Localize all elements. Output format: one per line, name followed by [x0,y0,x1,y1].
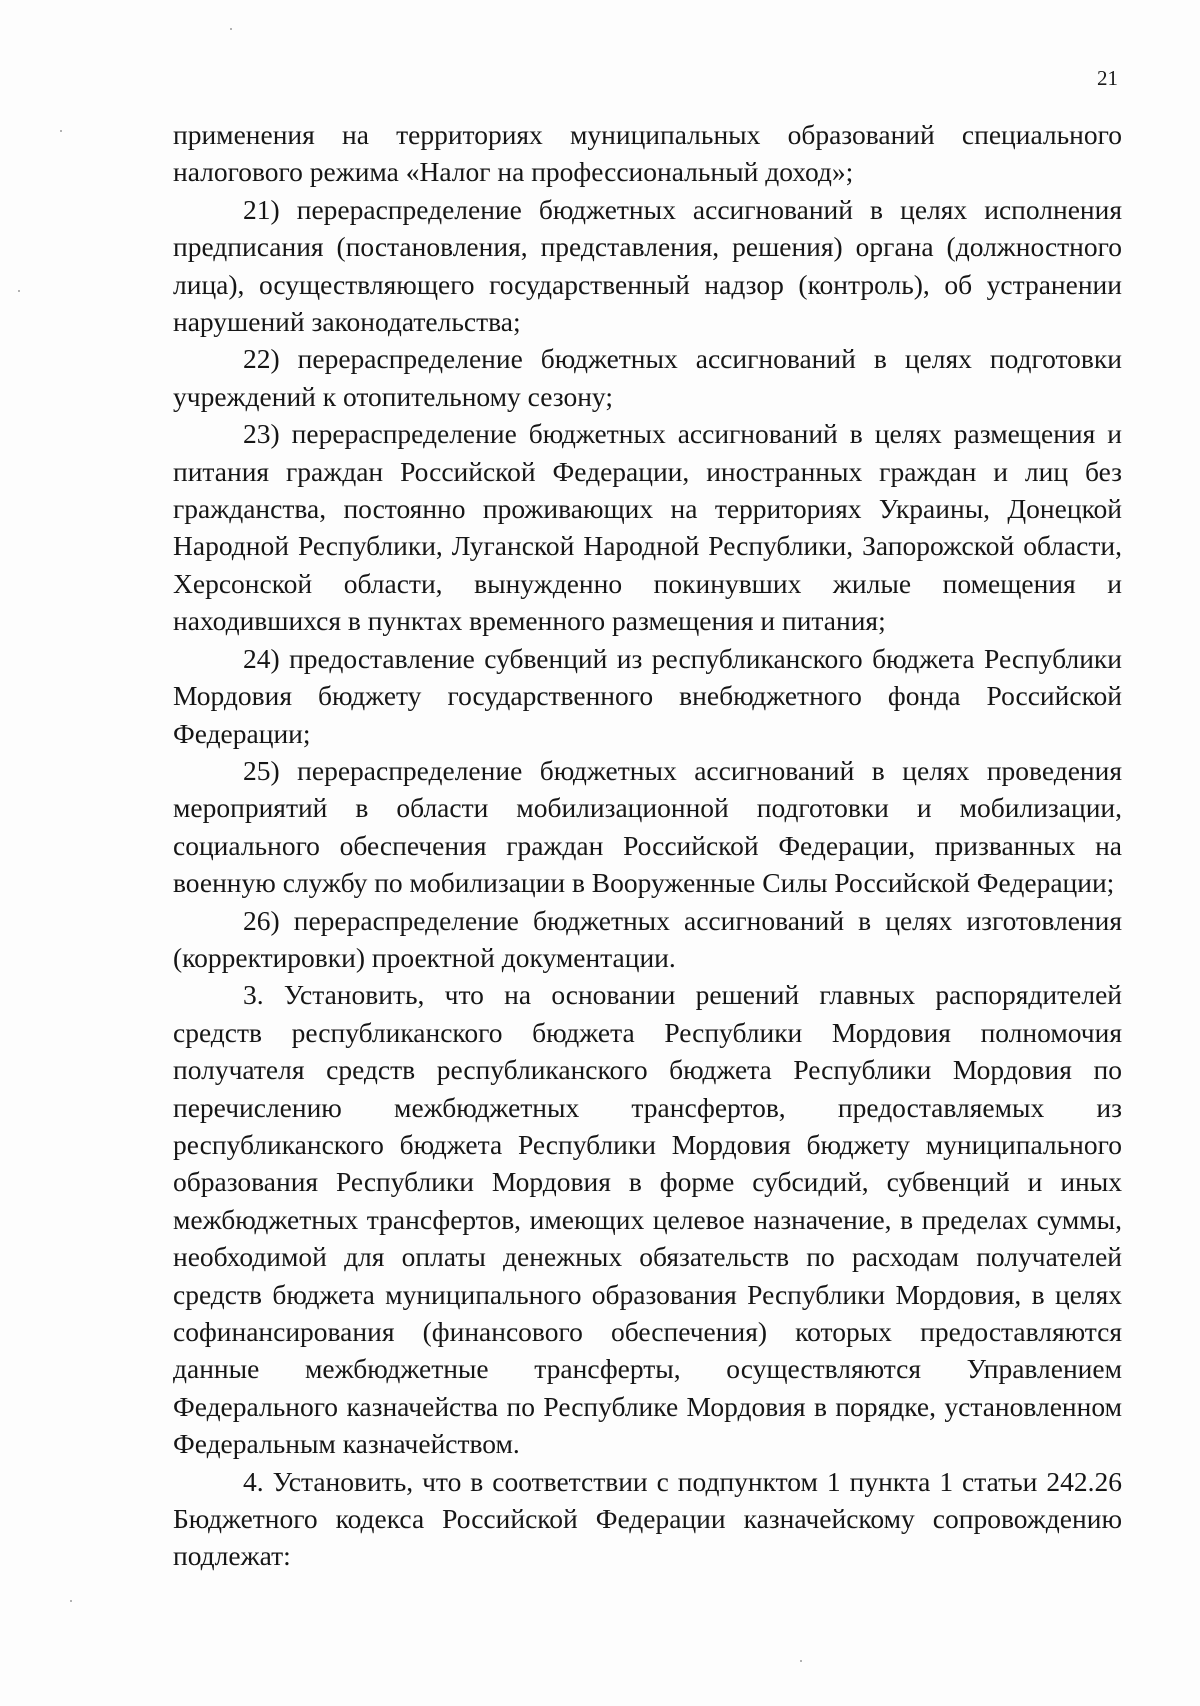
scan-speck [18,290,20,292]
list-item-23: 23) перераспределение бюджетных ассигнований в целях размещения и питания граждан Российской Федерации, иностранных граждан и лиц без гражданства, постоянно проживающих на территориях Украины, Донецкой Народной Республики, Луганской Народной Республики, Запорожской области, Херсонской области, вынужденно покинувших жилые помещения и находившихся в пунктах временного размещения и питания; [173,418,1122,637]
scan-speck [230,28,232,30]
document-body [173,116,1122,1575]
list-item-26: 26) перераспределение бюджетных ассигнований в целях изготовления (корректировки) проектной документации. [173,904,1122,973]
scan-speck [60,130,62,132]
page-number: 21 [1097,66,1118,90]
list-item-24: 24) предоставление субвенций из республиканского бюджета Республики Мордовия бюджету государственного внебюджетного фонда Российской Федерации; [173,642,1122,749]
scan-speck [800,1660,802,1662]
list-item-25: 25) перераспределение бюджетных ассигнований в целях проведения мероприятий в области мобилизационной подготовки и мобилизации, социального обеспечения граждан Российской Федерации, призванных на военную службу по мобилизации в Вооруженные Силы Российской Федерации; [173,754,1122,899]
list-item-21: 21) перераспределение бюджетных ассигнований в целях исполнения предписания (постановления, представления, решения) органа (должностного лица), осуществляющего государственный надзор (контроль), об устранении нарушений законодательства; [173,193,1122,338]
paragraph-continuation: применения на территориях муниципальных образований специального налогового режима «Налог на профессиональный доход»; [173,119,1122,188]
clause-4: 4. Установить, что в соответствии с подпунктом 1 пункта 1 статьи 242.26 Бюджетного кодекса Российской Федерации казначейскому сопровождению подлежат: [173,1465,1122,1572]
list-item-22: 22) перераспределение бюджетных ассигнований в целях подготовки учреждений к отопительному сезону; [173,343,1122,412]
scan-speck [70,1600,72,1602]
clause-3: 3. Установить, что на основании решений главных распорядителей средств республиканского бюджета Республики Мордовия полномочия получателя средств республиканского бюджета Республики Мордовия по перечислению межбюджетных трансфертов, предоставляемых из республиканского бюджета Республики Мордовия бюджету муниципального образования Республики Мордовия в форме субсидий, субвенций и иных межбюджетных трансфертов, имеющих целевое назначение, в пределах суммы, необходимой для оплаты денежных обязательств по расходам получателей средств бюджета муниципального образования Республики Мордовия, в целях софинансирования (финансового обеспечения) которых предоставляются данные межбюджетные трансферты, осуществляются Управлением Федерального казначейства по Республике Мордовия в порядке, установленном Федеральным казначейством. [173,979,1122,1460]
